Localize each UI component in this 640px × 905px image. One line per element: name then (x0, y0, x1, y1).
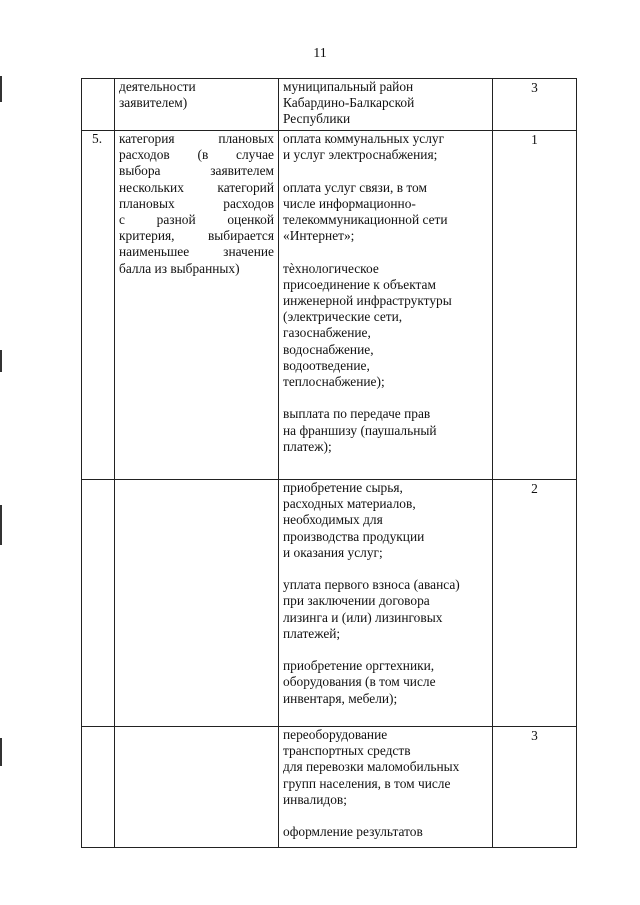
criterion-line: категория плановых (119, 131, 274, 146)
scan-mark (0, 505, 2, 545)
expense-item-line: на франшизу (паушальный (283, 422, 437, 438)
row-number: 5. (92, 131, 103, 146)
expense-item-line: приобретение сырья, (283, 480, 403, 495)
expense-item-line: теплоснабжение); (283, 374, 385, 390)
expense-item-line: необходимых для (283, 512, 383, 528)
item-spacer (283, 163, 488, 179)
item-spacer (283, 642, 488, 658)
expense-items-cell (279, 131, 493, 480)
expense-item-line: производства продукции (283, 528, 425, 544)
criterion-cell (115, 79, 279, 131)
item-spacer (283, 244, 488, 260)
expense-item-line: платежей; (283, 625, 341, 641)
item-spacer (283, 561, 488, 577)
row-number-cell (82, 727, 115, 848)
expense-item-line: инвалидов; (283, 791, 347, 807)
expense-item-line: оплата коммунальных услуг (283, 131, 445, 146)
criterion-cell (115, 131, 279, 480)
criterion-line: плановых расходов (119, 195, 274, 211)
row-number-cell (82, 131, 115, 480)
criterion-line: выбора заявителем (119, 163, 274, 179)
expense-item-line: муниципальный район (283, 79, 414, 94)
criterion-line: критерия, выбирается (119, 228, 274, 244)
criterion-cell (115, 480, 279, 727)
expense-item-line: групп населения, в том числе (283, 775, 451, 791)
expense-item-line: водоснабжение, (283, 341, 374, 357)
criterion-cell (115, 727, 279, 848)
expense-item-line: телекоммуникационной сети (283, 212, 448, 227)
expense-item-line: Республики (283, 111, 351, 127)
expense-item-line: выплата по передаче прав (283, 406, 431, 422)
expense-item-line: (электрические сети, (283, 309, 403, 325)
criterion-line: заявителем) (119, 95, 188, 111)
expense-item-line: тѐхнологическое (283, 260, 379, 276)
score-value: 3 (531, 728, 538, 743)
table-row (82, 480, 577, 727)
expense-item-line: числе информационно- (283, 195, 416, 211)
expense-item-line: приобретение оргтехники, (283, 658, 435, 674)
page-number: 11 (313, 46, 327, 61)
expense-item-line: инженерной инфраструктуры (283, 293, 452, 308)
expense-item-line: присоединение к объектам (283, 276, 436, 292)
criterion-line: деятельности (119, 79, 196, 94)
expense-item-line: газоснабжение, (283, 325, 371, 341)
criterion-line: с разной оценкой (119, 212, 274, 228)
expense-item-line: уплата первого взноса (аванса) (283, 577, 460, 593)
expense-item-line: переоборудование (283, 727, 388, 742)
score-cell (493, 79, 577, 131)
expense-items-cell (279, 480, 493, 727)
criterion-line: балла из выбранных) (119, 260, 240, 276)
score-value: 3 (531, 80, 538, 95)
table-row (82, 727, 577, 848)
criterion-line: расходов (в случае (119, 147, 274, 163)
expense-item-line: «Интернет»; (283, 228, 355, 244)
score-value: 1 (531, 132, 538, 147)
expense-item-line: лизинга и (или) лизинговых (283, 609, 443, 625)
table-row (82, 131, 577, 480)
score-cell (493, 480, 577, 727)
score-value: 2 (531, 481, 538, 496)
expense-item-line: платеж); (283, 438, 332, 454)
expense-item-line: и оказания услуг; (283, 544, 383, 560)
criterion-line: наименьшее значение (119, 244, 274, 260)
scan-mark (0, 350, 2, 372)
criterion-line: нескольких категорий (119, 179, 274, 195)
item-spacer (283, 808, 488, 824)
expense-item-line: оплата услуг связи, в том (283, 179, 427, 195)
score-cell (493, 727, 577, 848)
table-row (82, 79, 577, 131)
expense-item-line: водоотведение, (283, 357, 370, 373)
row-number-cell (82, 79, 115, 131)
expense-item-line: оформление результатов (283, 824, 423, 840)
expense-item-line: транспортных средств (283, 743, 411, 759)
expense-item-line: расходных материалов, (283, 496, 416, 512)
scan-mark (0, 76, 2, 102)
expense-items-cell (279, 79, 493, 131)
expense-item-line: оборудования (в том числе (283, 674, 436, 690)
item-spacer (283, 390, 488, 406)
expense-item-line: инвентаря, мебели); (283, 690, 398, 706)
score-cell (493, 131, 577, 480)
expense-items-cell (279, 727, 493, 848)
expense-item-line: Кабардино-Балкарской (283, 95, 415, 111)
criteria-table (81, 78, 577, 848)
expense-item-line: для перевозки маломобильных (283, 759, 460, 775)
row-number-cell (82, 480, 115, 727)
expense-item-line: при заключении договора (283, 593, 430, 609)
scan-mark (0, 738, 2, 766)
expense-item-line: и услуг электроснабжения; (283, 147, 438, 163)
